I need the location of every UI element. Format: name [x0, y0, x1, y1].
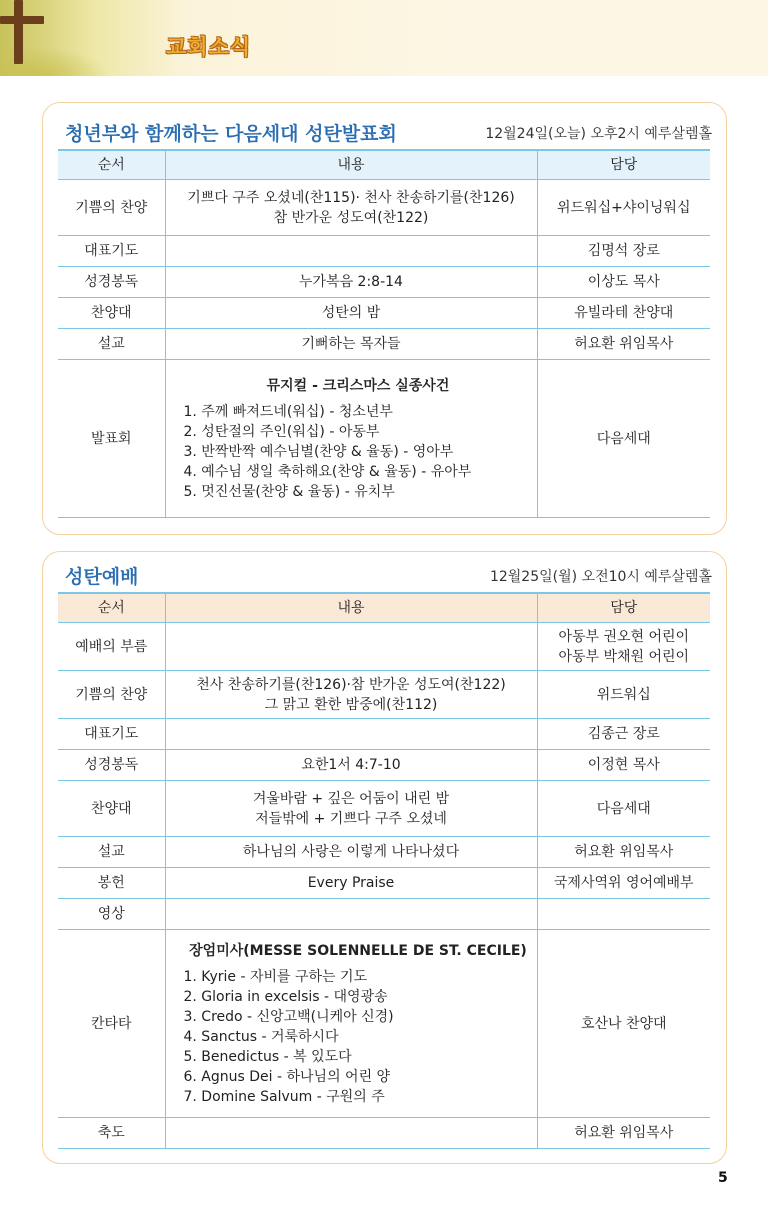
- order-cell: 기쁨의 찬양: [58, 180, 165, 236]
- lead-cell-line: 허요환 위임목사: [574, 336, 674, 352]
- order-cell: 대표기도: [58, 236, 165, 267]
- content-cell: [165, 750, 537, 781]
- cross-icon: [14, 0, 23, 64]
- lead-cell-line: 다음세대: [596, 800, 651, 817]
- program-title: 장엄미사(MESSE SOLENNELLE DE ST. CECILE): [189, 942, 527, 959]
- order-cell: 설교: [58, 837, 165, 868]
- order-cell: 성경봉독: [58, 267, 165, 298]
- lead-cell: [537, 298, 710, 329]
- content-cell: [165, 899, 537, 930]
- table-row: [58, 236, 710, 267]
- table-row: [58, 267, 710, 298]
- table-header-row: [58, 150, 710, 180]
- content-cell: [165, 360, 537, 518]
- program-item: 3. Credo - 신앙고백(니케아 신경): [183, 1008, 394, 1025]
- program-table: [58, 592, 710, 1149]
- program-item: 2. Gloria in excelsis - 대영광송: [183, 988, 388, 1005]
- section-christmas-presentation: [42, 102, 727, 535]
- lead-cell-line: 아동부 권오현 어린이: [558, 628, 690, 645]
- order-cell: 성경봉독: [58, 750, 165, 781]
- lead-cell: [537, 671, 710, 719]
- header-title: 교회소식: [166, 35, 252, 59]
- page-header: [0, 0, 768, 76]
- page-number: 5: [718, 1170, 728, 1186]
- program-item: 3. 반짝반짝 예수님별(찬양 & 율동) - 영아부: [183, 443, 454, 460]
- lead-cell-line: 김명석 장로: [587, 243, 660, 259]
- content-cell: [165, 930, 537, 1118]
- program-item: 7. Domine Salvum - 구원의 주: [183, 1088, 385, 1105]
- lead-cell: [537, 781, 710, 837]
- content-cell-line: 겨울바람 + 깊은 어둠이 내린 밤: [252, 790, 450, 807]
- table-row: [58, 671, 710, 719]
- table-row: [58, 868, 710, 899]
- content-cell: [165, 868, 537, 899]
- table-row: [58, 360, 710, 518]
- lead-cell-line: 이상도 목사: [587, 274, 660, 290]
- column-header-order: 순서: [58, 593, 165, 623]
- lead-cell: [537, 750, 710, 781]
- order-cell: 영상: [58, 899, 165, 930]
- lead-cell: [537, 837, 710, 868]
- lead-cell-line: 허요환 위임목사: [574, 844, 674, 860]
- section-christmas-service: [42, 551, 727, 1164]
- order-cell: 축도: [58, 1118, 165, 1149]
- section-title: 성탄예배: [65, 566, 139, 588]
- lead-cell: 허요환 위임목사: [537, 1118, 710, 1149]
- table-row: [58, 298, 710, 329]
- content-cell-line: 누가복음 2:8-14: [299, 274, 403, 290]
- section-datetime: 12월24일(오늘) 오후2시 예루살렘홀: [485, 126, 712, 142]
- content-cell: [165, 180, 537, 236]
- content-cell-line: Every Praise: [307, 875, 395, 891]
- program-item: 4. Sanctus - 거룩하시다: [183, 1028, 339, 1045]
- program-item: 2. 성탄절의 주인(워십) - 아동부: [183, 423, 380, 440]
- table-row: [58, 1118, 710, 1149]
- program-item: 6. Agnus Dei - 하나님의 어린 양: [183, 1068, 391, 1085]
- order-cell: 예배의 부름: [58, 623, 165, 671]
- content-cell-line: 기뻐하는 목자들: [301, 336, 401, 352]
- table-row: [58, 329, 710, 360]
- program-item: 5. Benedictus - 복 있도다: [183, 1048, 352, 1065]
- order-cell: 대표기도: [58, 719, 165, 750]
- lead-cell-line: 국제사역위 영어예배부: [553, 875, 694, 891]
- section-datetime: 12월25일(월) 오전10시 예루살렘홀: [489, 569, 712, 585]
- content-cell: [165, 267, 537, 298]
- lead-cell: [537, 236, 710, 267]
- column-header-content: 내용: [165, 150, 537, 180]
- program-title: 뮤지컬 - 크리스마스 실종사건: [266, 377, 450, 394]
- order-cell: 찬양대: [58, 298, 165, 329]
- lead-cell: [537, 329, 710, 360]
- table-row: [58, 930, 710, 1118]
- content-cell: [165, 671, 537, 719]
- order-cell: 칸타타: [58, 930, 165, 1118]
- program-table: [58, 149, 710, 518]
- content-cell-line: 그 맑고 환한 밤중에(찬112): [264, 696, 438, 713]
- content-cell: [165, 623, 537, 671]
- table-row: [58, 719, 710, 750]
- table-row: [58, 781, 710, 837]
- content-cell-line: 천사 찬송하기를(찬126)·참 반가운 성도여(찬122): [196, 676, 506, 693]
- column-header-lead: 담당: [537, 593, 710, 623]
- program-item: 1. Kyrie - 자비를 구하는 기도: [183, 968, 368, 985]
- lead-cell: [537, 267, 710, 298]
- lead-cell: [537, 623, 710, 671]
- content-cell-line: 요한1서 4:7-10: [301, 757, 401, 773]
- content-cell-line: 기쁘다 구주 오셨네(찬115)· 천사 찬송하기를(찬126): [187, 189, 515, 206]
- column-header-order: 순서: [58, 150, 165, 180]
- table-row: [58, 180, 710, 236]
- program-item: 4. 예수님 생일 축하해요(찬양 & 율동) - 유아부: [183, 463, 472, 480]
- lead-cell-line: 유빌라테 찬양대: [574, 305, 674, 321]
- lead-cell: [537, 868, 710, 899]
- program-item: 5. 멋진선물(찬양 & 율동) - 유치부: [183, 483, 395, 500]
- content-cell-line: 성탄의 밤: [321, 305, 381, 321]
- content-cell-line: 참 반가운 성도여(찬122): [273, 209, 429, 226]
- section-title: 청년부와 함께하는 다음세대 성탄발표회: [65, 123, 397, 145]
- column-header-lead: 담당: [537, 150, 710, 180]
- lead-cell-line: 이정현 목사: [587, 757, 660, 773]
- content-cell-line: 저들밖에 + 기쁘다 구주 오셨네: [255, 810, 447, 827]
- content-cell: [165, 329, 537, 360]
- lead-cell-line: 김종근 장로: [587, 726, 660, 742]
- order-cell: 기쁨의 찬양: [58, 671, 165, 719]
- content-cell-line: 하나님의 사랑은 이렇게 나타나셨다: [242, 844, 460, 860]
- lead-cell: [537, 719, 710, 750]
- table-row: [58, 837, 710, 868]
- column-header-content: 내용: [165, 593, 537, 623]
- content-cell: [165, 1118, 537, 1149]
- order-cell: 찬양대: [58, 781, 165, 837]
- content-cell: [165, 781, 537, 837]
- content-cell: [165, 236, 537, 267]
- table-header-row: [58, 593, 710, 623]
- table-row: [58, 623, 710, 671]
- table-row: [58, 899, 710, 930]
- lead-cell: [537, 899, 710, 930]
- content-cell: [165, 298, 537, 329]
- lead-cell: 다음세대: [537, 360, 710, 518]
- order-cell: 발표회: [58, 360, 165, 518]
- lead-cell: [537, 180, 710, 236]
- lead-cell-line: 아동부 박채원 어린이: [558, 648, 690, 665]
- lead-cell-line: 위드워십: [596, 686, 651, 703]
- content-cell: [165, 837, 537, 868]
- order-cell: 봉헌: [58, 868, 165, 899]
- lead-cell: 호산나 찬양대: [537, 930, 710, 1118]
- order-cell: 설교: [58, 329, 165, 360]
- table-row: [58, 750, 710, 781]
- content-cell: [165, 719, 537, 750]
- lead-cell-line: 위드워십+샤이닝워십: [557, 199, 691, 216]
- cross-icon-bar: [0, 16, 44, 24]
- program-item: 1. 주께 빠져드네(워십) - 청소년부: [183, 403, 393, 420]
